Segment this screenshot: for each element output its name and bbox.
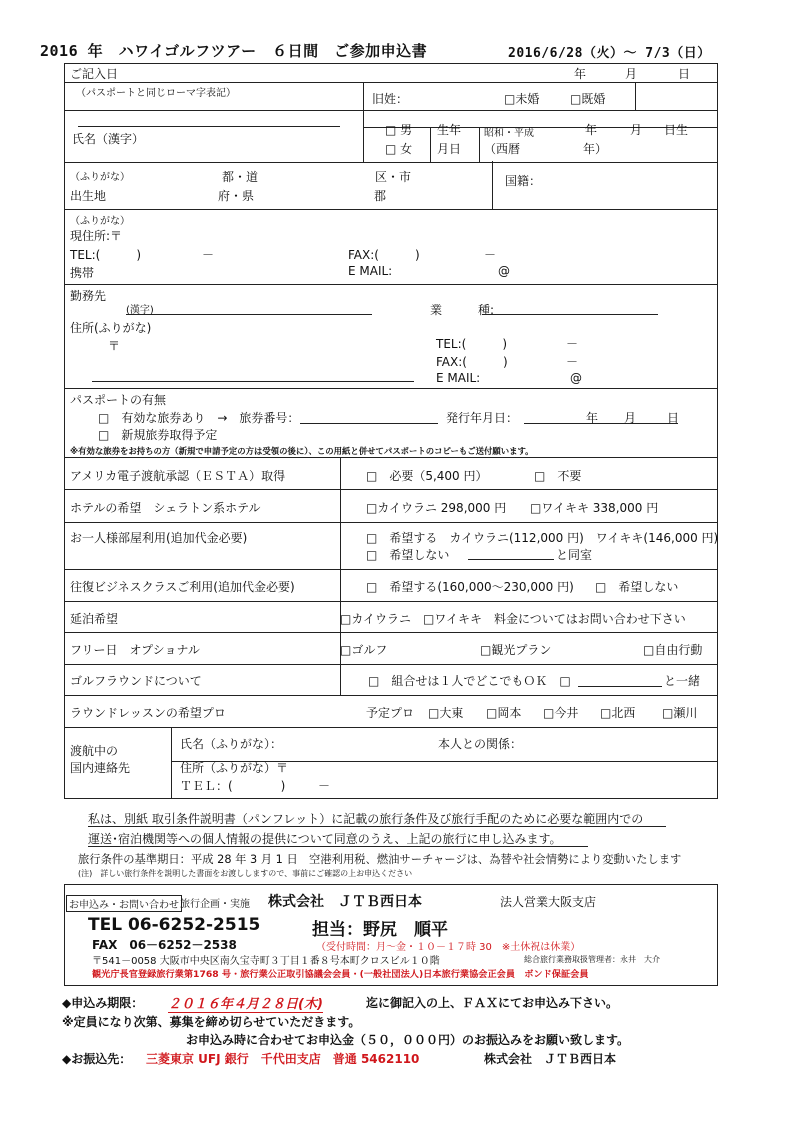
issue-day-label: 日 [667,411,680,425]
extend-stay-label: 延泊希望 [70,612,119,626]
business-hours: （受付時間：月～金・１０－１７時 30 ※土休祝は休業） [316,942,581,953]
maiden-name-label: 旧姓： [372,92,409,106]
birth-label-1: 生年 [437,123,462,137]
contact-tel-dash: － [318,779,331,793]
birthplace-furigana: （ふりがな） [70,172,130,183]
business-want-checkbox[interactable]: □ 希望する(160,000～230,000 円) [366,580,574,594]
work-tel-dash: － [566,337,579,351]
passport-label: パスポートの有無 [70,393,167,407]
pro-daito-checkbox[interactable]: □大東 [428,706,464,720]
birth-label-2: 月日 [437,142,462,156]
contact-address-label: 住所（ふりがな）〒 [180,761,289,775]
entry-year-label: 年 [574,67,587,81]
work-email-at: @ [570,371,582,385]
form-title: 2016 年 ハワイゴルフツアー ６日間 ご参加申込書 [40,42,428,60]
company-fax: FAX 06－6252－2538 [92,938,237,952]
fu-ken-label: 府・県 [218,189,255,203]
ku-shi-label: 区・市 [375,170,412,184]
work-fax-dash: － [566,355,579,369]
business-class-label: 往復ビジネスクラスご利用(追加代金必要) [70,580,295,594]
travel-manager: 総合旅行業務取扱管理者：永井 大介 [524,955,660,964]
birth-month-label: 月 [630,123,643,137]
address-label: 現住所:〒 [70,229,123,243]
capacity-note: ※定員になり次第、募集を締め切らせていただきます。 [62,1015,361,1029]
work-tel-label: TEL:( ) [436,337,508,351]
conditions-note: (注) 詳しい旅行条件を説明した書面をお渡ししますので、事前にご確認の上お申込ください [78,869,413,878]
pro-kitanishi-checkbox[interactable]: □北西 [600,706,636,720]
pro-segawa-checkbox[interactable]: □瀬川 [662,706,698,720]
birth-year-label: 年 [585,123,598,137]
deadline-rest: 迄に御記入の上、ＦＡＸにてお申込み下さい。 [366,996,619,1010]
share-room-label: と同室 [556,548,593,562]
contact-name-label: 氏名（ふりがな）： [180,737,283,751]
era-label: 昭和・平成 [484,128,534,139]
work-address-label: 住所(ふりがな) [70,321,152,335]
contact-tel-label: ＴＥＬ：( ) [180,779,286,793]
home-fax-label: FAX:( ) [348,248,420,262]
tour-dates: 2016/6/28（火）～ 7/3（日） [508,46,711,61]
round-any-checkbox[interactable]: □ 組合せは１人でどこでもＯＫ □ [368,674,571,688]
passport-valid-checkbox[interactable]: □ 有効な旅券あり → 旅券番号： [98,411,300,425]
free-leisure-checkbox[interactable]: □自由行動 [643,643,703,657]
extend-stay-options[interactable]: □カイウラニ □ワイキキ 料金についてはお問い合わせ下さい [340,612,686,626]
hotel-waikiki-checkbox[interactable]: □ワイキキ 338,000 円 [530,501,659,515]
work-fax-label: FAX:( ) [436,355,508,369]
business-nowant-checkbox[interactable]: □ 希望しない [595,580,679,594]
work-kanji-label: (漢字) [126,305,154,316]
bank-label: ◆お振込先： [62,1052,132,1066]
home-tel-label: TEL:( ) [70,248,142,262]
romaji-note: （パスポートと同じローマ字表記） [76,88,236,99]
home-fax-dash: － [484,248,497,262]
female-checkbox[interactable]: □ 女 [385,142,413,156]
entry-month-label: 月 [625,67,638,81]
base-date-text: 旅行条件の基準期日：平成 28 年 3 月 1 日 空港利用税、燃油サーチャージは、為替や社会情勢により変動いたします [78,853,682,866]
gun-label: 郡 [374,189,387,203]
nationality-label: 国籍： [505,174,542,188]
issue-month-label: 月 [624,411,637,425]
industry-label: 業 種: [430,303,495,317]
consent-line-2: 運送･宿泊機関等への個人情報の提供について同意のうえ、上記の旅行に申し込みます。 [88,832,562,846]
single-nowant-checkbox[interactable]: □ 希望しない [366,548,450,562]
married-checkbox[interactable]: □既婚 [570,92,606,106]
home-tel-dash: － [202,248,215,262]
contact-label-1: 渡航中の [70,744,119,758]
pro-okamoto-checkbox[interactable]: □岡本 [486,706,522,720]
single-room-label: お一人様部屋利用(追加代金必要) [70,531,248,545]
esta-label: アメリカ電子渡航承認（ＥＳＴＡ）取得 [70,469,286,483]
company-tel: TEL 06-6252-2515 [88,915,261,935]
mobile-label: 携帯 [70,266,95,280]
issue-date-label: 発行年月日： [446,411,519,425]
issue-year-label: 年 [586,411,599,425]
work-postal-label: 〒 [108,339,121,353]
company-branch: 法人営業大阪支店 [500,895,597,909]
hotel-label: ホテルの希望 シェラトン系ホテル [70,501,261,515]
kanji-name-label: 氏名（漢字） [72,132,145,146]
deposit-note: お申込み時に合わせてお申込金（５０，０００円）のお振込みをお願い致します。 [186,1033,630,1047]
lesson-pro-label: 予定プロ [366,706,415,720]
home-email-at: @ [498,264,510,278]
bank-holder: 株式会社 ＪＴＢ西日本 [484,1052,617,1066]
home-email-label: E MAIL: [348,264,393,278]
round-together-label: と一緒 [664,674,701,688]
contact-relation-label: 本人との関係： [438,737,523,751]
golf-round-label: ゴルフラウンドについて [70,674,202,688]
lesson-label: ラウンドレッスンの希望プロ [70,706,226,720]
contact-label-2: 国内連絡先 [70,761,131,775]
seireki-close-label: 年） [583,142,608,156]
work-label: 勤務先 [70,289,107,303]
birthplace-label: 出生地 [70,189,107,203]
unmarried-checkbox[interactable]: □未婚 [504,92,540,106]
pro-imai-checkbox[interactable]: □今井 [543,706,579,720]
deadline-label: ◆申込み期限： [62,996,144,1010]
company-name: 株式会社 ＪＴＢ西日本 [268,894,422,910]
entry-day-label: 日 [678,67,691,81]
deadline-date: ２０１６年４月２８日(木) [168,993,323,1013]
esta-need-checkbox[interactable]: □ 必要（5,400 円） [366,469,488,483]
single-want-checkbox[interactable]: □ 希望する カイウラニ(112,000 円) ワイキキ(146,000 円) [366,531,719,545]
free-tour-checkbox[interactable]: □観光プラン [480,643,552,657]
work-email-label: E MAIL: [436,371,481,385]
free-golf-checkbox[interactable]: □ゴルフ [340,643,388,657]
hotel-kaiulani-checkbox[interactable]: □カイウラニ 298,000 円 [366,501,507,515]
inquiry-label: お申込み・お問い合わせ [66,895,182,912]
seireki-label: （西暦 [484,142,521,156]
free-day-label: フリー日 オプショナル [70,643,200,657]
company-address: 〒541－0058 大阪市中央区南久宝寺町３丁目１番８号本町クロスビル１０階 [92,956,440,967]
to-do-label: 都・道 [222,170,259,184]
new-passport-checkbox[interactable]: □ 新規旅券取得予定 [98,428,218,442]
license-info: 観光庁長官登録旅行業第1768 号・旅行業公正取引協議会会員・(一般社団法人)日本旅行業協会正会員 ボンド保証会員 [92,969,589,980]
esta-noneed-checkbox[interactable]: □ 不要 [534,469,582,483]
birth-day-label: 日生 [664,123,689,137]
male-checkbox[interactable]: □ 男 [385,123,413,137]
address-furigana: （ふりがな） [70,216,130,227]
consent-line-1: 私は、別紙 取引条件説明書（パンフレット）に記載の旅行条件及び旅行手配のために必要な範囲内での [88,812,644,826]
passport-note: ※有効な旅券をお持ちの方（新規で申請予定の方は受領の後に）、この用紙と併せてパスポートのコピーもご送付願います。 [70,446,534,456]
bank-account: 三菱東京 UFJ 銀行 千代田支店 普通 5462110 [146,1052,420,1066]
entry-date-label: ご記入日 [70,67,119,81]
planner-label: 旅行企画・実施 [180,899,250,910]
contact-person: 担当：野尻 順平 [312,920,448,940]
